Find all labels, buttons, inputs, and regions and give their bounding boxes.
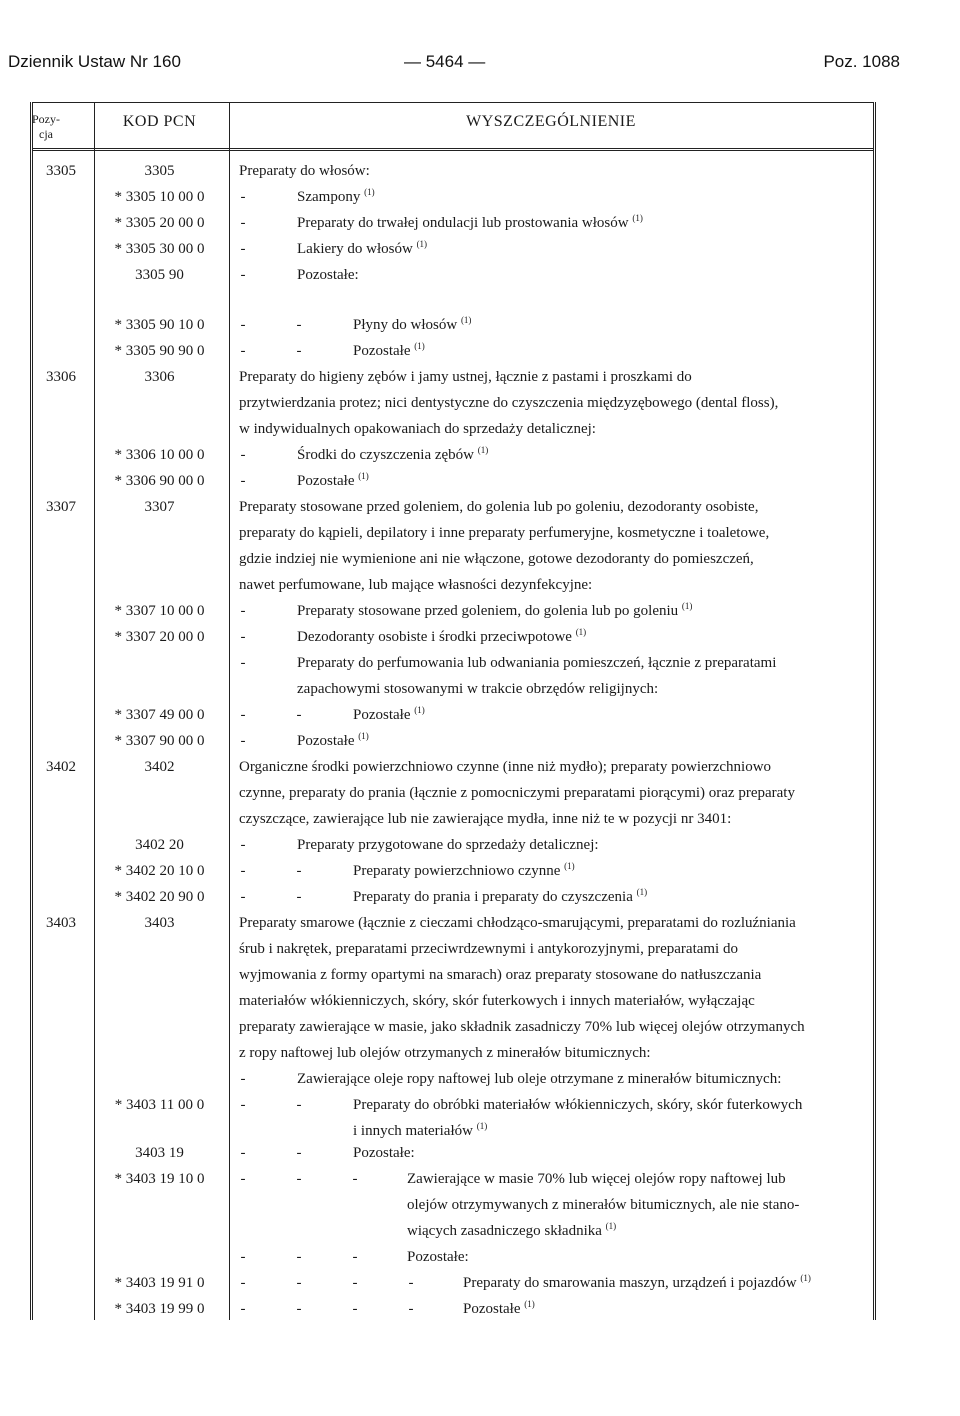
indent-dash: - xyxy=(240,629,246,645)
description-cell xyxy=(297,210,643,236)
kod-pcn-cell: 3402 20 xyxy=(135,837,184,853)
table-row xyxy=(0,572,960,598)
indent-dash: - xyxy=(240,1145,246,1161)
kod-pcn-cell: * 3403 19 91 0 xyxy=(114,1275,205,1291)
description-cell xyxy=(239,494,758,520)
pozycja-cell: 3403 xyxy=(46,915,76,931)
description-cell xyxy=(297,236,427,262)
indent-dash: - xyxy=(240,1249,246,1265)
footnote-marker: (1) xyxy=(358,731,369,741)
table-row xyxy=(0,754,960,780)
description-cell xyxy=(353,312,471,338)
footnote-marker: (1) xyxy=(414,341,425,351)
footnote-marker: (1) xyxy=(524,1299,535,1309)
indent-dash: - xyxy=(240,1301,246,1317)
footnote-marker: (1) xyxy=(358,471,369,481)
table-row xyxy=(0,494,960,520)
description-text: śrub i nakrętek, preparatami przeciwrdzewnymi i antykorozyjnymi, preparatami do xyxy=(239,941,738,957)
table-row xyxy=(0,1244,960,1270)
table-row xyxy=(0,468,960,494)
description-cell xyxy=(239,936,738,962)
indent-dash: - xyxy=(240,837,246,853)
table-row xyxy=(0,236,960,262)
footnote-marker: (1) xyxy=(605,1221,617,1231)
kod-pcn-cell: 3403 19 xyxy=(135,1145,184,1161)
description-text: Płyny do włosów xyxy=(353,317,458,333)
table-row xyxy=(0,988,960,1014)
kod-pcn-cell: * 3305 30 00 0 xyxy=(114,241,205,257)
description-text: w indywidualnych opakowaniach do sprzedaży detalicznej: xyxy=(239,421,596,437)
description-text: Zawierające oleje ropy naftowej lub oleje otrzymane z minerałów bitumicznych: xyxy=(297,1071,782,1087)
footnote-marker: (1) xyxy=(364,187,375,197)
indent-dash: - xyxy=(352,1275,358,1291)
description-cell xyxy=(297,442,488,468)
indent-dash: - xyxy=(240,1275,246,1291)
description-text: Pozostałe: xyxy=(297,267,359,283)
kod-pcn-cell: * 3305 10 00 0 xyxy=(114,189,205,205)
description-text: Zawierające w masie 70% lub więcej olejów ropy naftowej lub xyxy=(407,1171,786,1187)
indent-dash: - xyxy=(296,1097,302,1113)
table-row xyxy=(0,1270,960,1296)
description-cell xyxy=(239,780,795,806)
description-text: Lakiery do włosów xyxy=(297,241,413,257)
table-row xyxy=(0,1092,960,1118)
description-text: Preparaty smarowe (łącznie z cieczami chłodząco-smarującymi, preparatami do rozluźniania xyxy=(239,915,796,931)
description-cell xyxy=(239,988,755,1014)
journal-title: Dziennik Ustaw Nr 160 xyxy=(8,52,181,71)
description-text: Preparaty przygotowane do sprzedaży detalicznej: xyxy=(297,837,599,853)
table-row xyxy=(0,1040,960,1066)
description-text: olejów otrzymywanych z minerałów bitumicznych, ale nie stano- xyxy=(407,1197,800,1213)
pozycja-cell: 3306 xyxy=(46,369,76,385)
table-row xyxy=(0,364,960,390)
table-row xyxy=(0,676,960,702)
indent-dash: - xyxy=(240,267,246,283)
table-row xyxy=(0,832,960,858)
description-cell xyxy=(297,468,369,494)
description-cell xyxy=(239,572,592,598)
description-cell xyxy=(297,624,586,650)
description-text: Preparaty do obróbki materiałów włókienniczych, skóry, skór futerkowych xyxy=(353,1097,803,1113)
column-header-pozycja-text: Pozy- cja xyxy=(32,112,60,141)
footnote-marker: (1) xyxy=(460,315,472,325)
table-row xyxy=(0,546,960,572)
description-text: Preparaty do smarowania maszyn, urządzeń i pojazdów xyxy=(463,1275,797,1291)
description-cell xyxy=(297,598,692,624)
page-number: — 5464 — xyxy=(404,52,486,71)
table-row xyxy=(0,390,960,416)
description-cell xyxy=(239,910,796,936)
table-row xyxy=(0,312,960,338)
indent-dash: - xyxy=(240,317,246,333)
description-text: preparaty zawierające w masie, jako składnik zasadniczy 70% lub więcej olejów otrzymanych xyxy=(239,1019,805,1035)
description-text: Dezodoranty osobiste i środki przeciwpotowe xyxy=(297,629,572,645)
indent-dash: - xyxy=(296,1301,302,1317)
table-row xyxy=(0,210,960,236)
kod-pcn-cell: * 3402 20 90 0 xyxy=(114,889,205,905)
table-row xyxy=(0,624,960,650)
indent-dash: - xyxy=(240,1171,246,1187)
footnote-marker: (1) xyxy=(416,239,428,249)
description-text: zapachowymi stosowanymi w trakcie obrzędów religijnych: xyxy=(297,681,659,697)
description-cell xyxy=(297,1066,781,1092)
indent-dash: - xyxy=(296,317,302,333)
description-cell xyxy=(239,754,771,780)
description-text: Preparaty stosowane przed goleniem, do golenia lub po goleniu xyxy=(297,603,679,619)
indent-dash: - xyxy=(240,189,246,205)
indent-dash: - xyxy=(240,343,246,359)
description-text: Preparaty do trwałej ondulacji lub prostowania włosów xyxy=(297,215,629,231)
description-text: Preparaty do higieny zębów i jamy ustnej, łącznie z pastami i proszkami do xyxy=(239,369,692,385)
indent-dash: - xyxy=(240,733,246,749)
footnote-marker: (1) xyxy=(681,601,693,611)
description-cell xyxy=(297,262,359,288)
description-cell xyxy=(463,1296,535,1322)
table-row xyxy=(0,858,960,884)
kod-pcn-cell: * 3403 19 99 0 xyxy=(114,1301,205,1317)
column-header-kod-pcn: KOD PCN xyxy=(122,113,197,130)
description-text: z ropy naftowej lub olejów otrzymanych z minerałów bitumicznych: xyxy=(239,1045,651,1061)
description-text: Preparaty powierzchniowo czynne xyxy=(353,863,561,879)
description-cell xyxy=(239,806,731,832)
table-row xyxy=(0,338,960,364)
table-row xyxy=(0,520,960,546)
table-row xyxy=(0,1218,960,1244)
footnote-marker: (1) xyxy=(800,1273,811,1283)
description-cell xyxy=(239,158,370,184)
description-cell xyxy=(353,1092,802,1118)
description-text: i innych materiałów xyxy=(353,1123,473,1139)
description-cell xyxy=(463,1270,811,1296)
description-text: Pozostałe xyxy=(297,733,355,749)
description-cell xyxy=(353,1140,415,1166)
description-text: Pozostałe xyxy=(353,343,411,359)
table-row xyxy=(0,806,960,832)
kod-pcn-cell: * 3307 90 00 0 xyxy=(114,733,205,749)
indent-dash: - xyxy=(240,1071,246,1087)
table-row xyxy=(0,442,960,468)
table-row xyxy=(0,1014,960,1040)
description-text: Pozostałe: xyxy=(353,1145,415,1161)
description-cell xyxy=(297,650,776,676)
description-cell xyxy=(407,1166,786,1192)
description-text: Szampony xyxy=(297,189,361,205)
description-text: Preparaty do włosów: xyxy=(239,163,370,179)
description-text: Pozostałe xyxy=(297,473,355,489)
table-row xyxy=(0,884,960,910)
description-cell xyxy=(353,702,425,728)
kod-pcn-cell: * 3307 10 00 0 xyxy=(114,603,205,619)
description-cell xyxy=(239,546,754,572)
description-text: Pozostałe: xyxy=(407,1249,469,1265)
footnote-marker: (1) xyxy=(477,445,489,455)
footnote-marker: (1) xyxy=(575,627,587,637)
indent-dash: - xyxy=(240,707,246,723)
table-row xyxy=(0,728,960,754)
indent-dash: - xyxy=(240,447,246,463)
kod-pcn-cell: 3402 xyxy=(144,759,175,775)
indent-dash: - xyxy=(240,241,246,257)
indent-dash: - xyxy=(240,889,246,905)
indent-dash: - xyxy=(352,1301,358,1317)
table-row xyxy=(0,936,960,962)
table-row xyxy=(0,1192,960,1218)
description-text: Organiczne środki powierzchniowo czynne (inne niż mydło); preparaty powierzchniowo xyxy=(239,759,772,775)
indent-dash: - xyxy=(296,889,302,905)
description-cell xyxy=(239,1040,651,1066)
table-row xyxy=(0,1066,960,1092)
indent-dash: - xyxy=(240,655,246,671)
indent-dash: - xyxy=(240,473,246,489)
description-cell xyxy=(239,416,596,442)
description-text: gdzie indziej nie wymienione ani nie włączone, gotowe dezodoranty do pomieszczeń, xyxy=(239,551,754,567)
table-row xyxy=(0,650,960,676)
table-row xyxy=(0,416,960,442)
description-cell xyxy=(297,184,375,210)
table-row xyxy=(0,910,960,936)
description-text: czyszczące, zawierające lub nie zawierające mydła, inne niż te w pozycji nr 3401: xyxy=(239,811,732,827)
pozycja-cell: 3307 xyxy=(46,499,76,515)
description-cell xyxy=(239,364,692,390)
table-row xyxy=(0,262,960,288)
table-row xyxy=(0,184,960,210)
indent-dash: - xyxy=(240,1097,246,1113)
pozycja-cell: 3402 xyxy=(46,759,76,775)
description-cell xyxy=(297,832,599,858)
kod-pcn-cell: 3307 xyxy=(144,499,175,515)
description-cell xyxy=(297,728,369,754)
kod-pcn-cell: * 3305 20 00 0 xyxy=(114,215,205,231)
description-text: Środki do czyszczenia zębów xyxy=(297,447,475,463)
kod-pcn-cell: 3306 xyxy=(144,369,175,385)
table-row xyxy=(0,1296,960,1322)
description-text: preparaty do kąpieli, depilatory i inne preparaty perfumeryjne, kosmetyczne i toaletowe, xyxy=(239,525,770,541)
indent-dash: - xyxy=(240,603,246,619)
table-row xyxy=(0,158,960,184)
footnote-marker: (1) xyxy=(636,887,648,897)
description-cell xyxy=(239,390,778,416)
description-cell xyxy=(239,1014,805,1040)
description-text: wiących zasadniczego składnika xyxy=(407,1223,602,1239)
footnote-marker: (1) xyxy=(414,705,425,715)
description-text: Preparaty do prania i preparaty do czyszczenia xyxy=(353,889,633,905)
kod-pcn-cell: * 3305 90 10 0 xyxy=(114,317,205,333)
indent-dash: - xyxy=(352,1249,358,1265)
kod-pcn-cell: * 3306 10 00 0 xyxy=(114,447,205,463)
description-cell xyxy=(353,858,575,884)
footnote-marker: (1) xyxy=(632,213,643,223)
position-number: Poz. 1088 xyxy=(823,52,900,71)
kod-pcn-cell: * 3402 20 10 0 xyxy=(114,863,205,879)
description-cell xyxy=(407,1218,616,1244)
description-cell xyxy=(239,520,769,546)
indent-dash: - xyxy=(296,863,302,879)
description-cell xyxy=(407,1192,799,1218)
kod-pcn-cell: * 3306 90 00 0 xyxy=(114,473,205,489)
indent-dash: - xyxy=(240,215,246,231)
kod-pcn-cell: * 3403 19 10 0 xyxy=(114,1171,205,1187)
indent-dash: - xyxy=(296,1145,302,1161)
table-row xyxy=(0,780,960,806)
indent-dash: - xyxy=(296,707,302,723)
description-text: czynne, preparaty do prania (łącznie z pomocniczymi preparatami piorącymi) oraz preparaty xyxy=(239,785,795,801)
pozycja-cell: 3305 xyxy=(46,163,76,179)
table-row xyxy=(0,702,960,728)
table-row xyxy=(0,1140,960,1166)
description-text: materiałów włókienniczych, skóry, skór futerkowych i innych materiałów, wyłączając xyxy=(239,993,755,1009)
indent-dash: - xyxy=(296,1171,302,1187)
description-text: przytwierdzania protez; nici dentystyczne do czyszczenia międzyzębowego (dental floss), xyxy=(239,395,779,411)
kod-pcn-cell: * 3307 49 00 0 xyxy=(114,707,205,723)
table-row xyxy=(0,962,960,988)
indent-dash: - xyxy=(352,1171,358,1187)
indent-dash: - xyxy=(296,343,302,359)
kod-pcn-cell: * 3403 11 00 0 xyxy=(114,1097,205,1113)
description-text: Pozostałe xyxy=(353,707,411,723)
kod-pcn-cell: 3305 90 xyxy=(135,267,184,283)
description-text: nawet perfumowane, lub mające własności dezynfekcyjne: xyxy=(239,577,593,593)
kod-pcn-cell: 3403 xyxy=(144,915,175,931)
table-row xyxy=(0,1166,960,1192)
footnote-marker: (1) xyxy=(476,1121,488,1131)
indent-dash: - xyxy=(240,863,246,879)
indent-dash: - xyxy=(296,1249,302,1265)
description-text: wyjmowania z formy opartymi na smarach) oraz preparaty stosowane do natłuszczania xyxy=(239,967,762,983)
kod-pcn-cell: * 3307 20 00 0 xyxy=(114,629,205,645)
description-cell xyxy=(239,962,761,988)
kod-pcn-cell: 3305 xyxy=(144,163,175,179)
indent-dash: - xyxy=(296,1275,302,1291)
description-cell xyxy=(353,338,425,364)
table-row xyxy=(0,598,960,624)
description-text: Pozostałe xyxy=(463,1301,521,1317)
description-cell xyxy=(297,676,658,702)
description-cell xyxy=(407,1244,469,1270)
description-text: Preparaty stosowane przed goleniem, do golenia lub po goleniu, dezodoranty osobiste, xyxy=(239,499,759,515)
description-text: Preparaty do perfumowania lub odwaniania pomieszczeń, łącznie z preparatami xyxy=(297,655,777,671)
description-cell xyxy=(353,884,647,910)
column-header-wyszczegolnienie: WYSZCZEGÓLNIENIE xyxy=(466,113,636,130)
indent-dash: - xyxy=(408,1275,414,1291)
kod-pcn-cell: * 3305 90 90 0 xyxy=(114,343,205,359)
indent-dash: - xyxy=(408,1301,414,1317)
footnote-marker: (1) xyxy=(564,861,575,871)
